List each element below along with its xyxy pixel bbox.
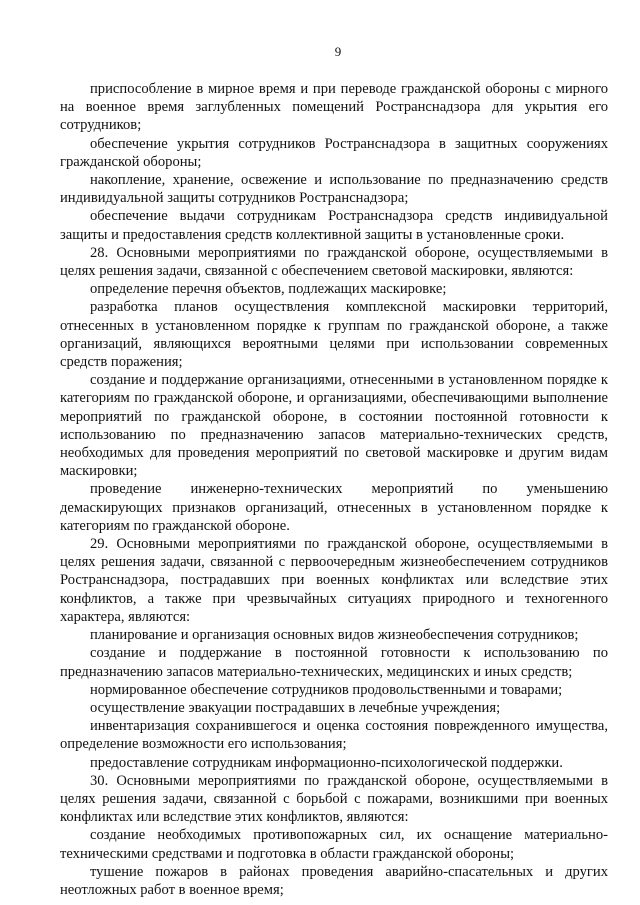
paragraph: определение перечня объектов, подлежащих маскировке;	[90, 281, 447, 298]
paragraph: инвентаризация сохранившегося и оценка состояния поврежденного имущества, определение возможности его использования;	[60, 718, 608, 753]
paragraph: приспособление в мирное время и при переводе гражданской обороны с мирного на военное время заглубленных помещений Ространснадзора для укрытия его сотрудников;	[60, 81, 608, 134]
paragraph: обеспечение укрытия сотрудников Ространснадзора в защитных сооружениях гражданской обороны;	[60, 135, 608, 170]
paragraph: 30. Основными мероприятиями по гражданской обороне, осуществляемыми в целях решения задачи, связанной с борьбой с пожарами, возникшими при военных конфликтах или вследствие этих конфликтов, являются:	[60, 772, 608, 826]
paragraph: планирование и организация основных видов жизнеобеспечения сотрудников;	[90, 627, 579, 644]
paragraph: создание и поддержание в постоянной готовности к использованию по предназначению запасов материально-технических, медицинских и иных средств;	[60, 645, 608, 680]
paragraph: предоставление сотрудникам информационно-психологической поддержки.	[90, 754, 563, 771]
paragraph: создание необходимых противопожарных сил, их оснащение материально-техническими средствами и подготовка в области гражданской обороны;	[60, 827, 608, 862]
paragraph: обеспечение выдачи сотрудникам Ространснадзора средств индивидуальной защиты и предоставления средств коллективной защиты в установленные сроки.	[60, 208, 608, 243]
paragraph: осуществление эвакуации пострадавших в лечебные учреждения;	[90, 699, 501, 716]
document-body	[60, 80, 608, 899]
paragraph: разработка планов осуществления комплексной маскировки территорий, отнесенных в установленном порядке к группам по гражданской обороне, а также организаций, являющихся вероятными целями при использовании современных средств поражения;	[60, 299, 608, 371]
page-number: 9	[334, 44, 342, 59]
paragraph: тушение пожаров в районах проведения аварийно-спасательных и других неотложных работ в военное время;	[60, 863, 608, 898]
paragraph: создание и поддержание организациями, отнесенными в установленном порядке к категориям по гражданской обороне, и организациями, обеспечивающими выполнение мероприятий по гражданской обороне, в состоянии постоянной готовности к использованию по предназначению запасов материально-технических средств, необходимых для проведения мероприятий по световой маскировке и другим видам маскировки;	[60, 372, 608, 480]
paragraph: 28. Основными мероприятиями по гражданской обороне, осуществляемыми в целях решения задачи, связанной с обеспечением световой маскировки, являются:	[60, 244, 608, 280]
paragraph: нормированное обеспечение сотрудников продовольственными и товарами;	[90, 681, 563, 698]
paragraph: накопление, хранение, освежение и использование по предназначению средств индивидуальной защиты сотрудников Ространснадзора;	[60, 172, 608, 207]
paragraph: 29. Основными мероприятиями по гражданской обороне, осуществляемыми в целях решения задачи, связанной с первоочередным жизнеобеспечением сотрудников Ространснадзора, пострадавших при военных конфликтах или вследствие этих конфликтов, а также при чрезвычайных ситуациях природного и техногенного характера, являются:	[60, 536, 608, 625]
paragraph: проведение инженерно-технических мероприятий по уменьшению демаскирующих признаков организаций, отнесенных в установленном порядке к категориям по гражданской обороне.	[60, 481, 608, 534]
